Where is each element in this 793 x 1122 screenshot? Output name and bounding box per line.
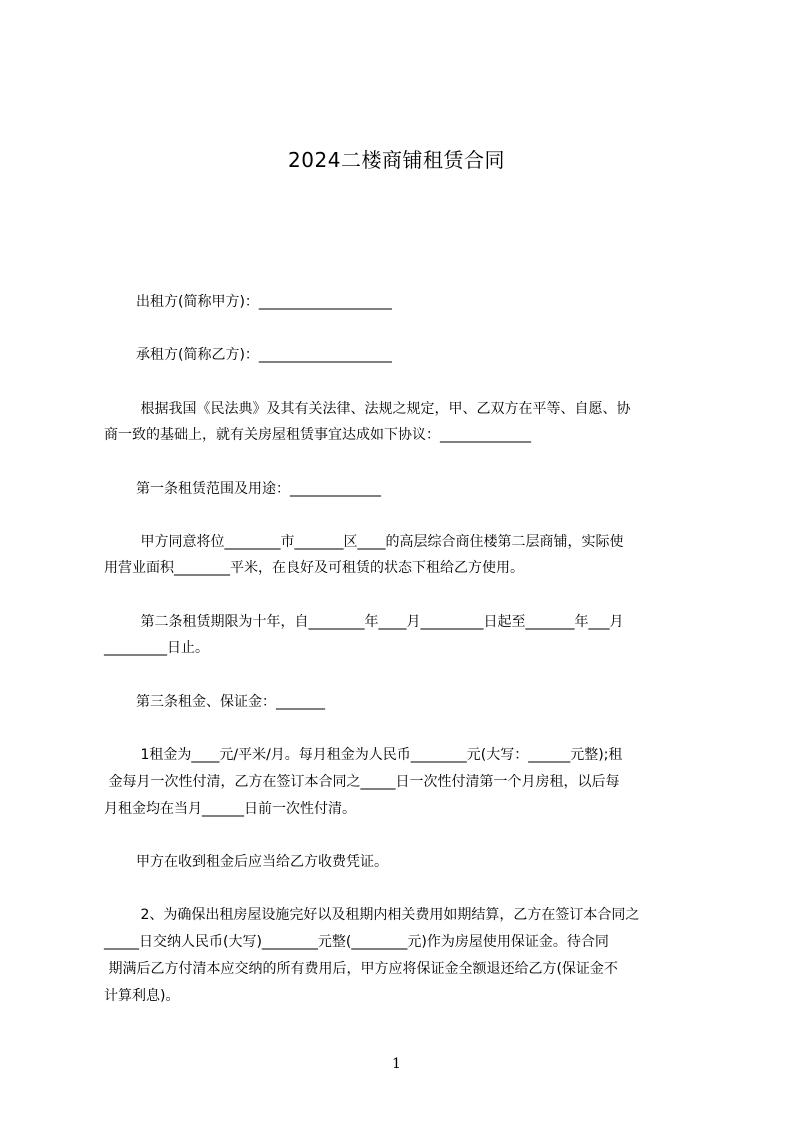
receipt-line: 甲方在收到租金后应当给乙方收费凭证。 [136,854,388,870]
deposit-line-3: 期满后乙方付清本应交纳的所有费用后，甲方应将保证金全额退还给乙方(保证金不 [104,961,618,977]
deposit-line-4: 计算利息)。 [104,988,180,1004]
premises-line-2: 用营业面积________平米，在良好及可租赁的状态下租给乙方使用。 [104,560,524,576]
article-1-heading: 第一条租赁范围及用途：_____________ [136,481,381,497]
document-title: 2024二楼商铺租赁合同 [288,148,505,172]
rent-line-1: 1租金为____元/平米/月。每月租金为人民币________元(大写：______元整);租 [136,747,623,763]
rent-line-3: 月租金均在当月______日前一次性付清。 [104,801,356,817]
lessee-line: 承租方(简称乙方)：___________________ [136,347,392,363]
deposit-line-2: _____日交纳人民币(大写)________元整(________元)作为房屋使用保证金。待合同 [104,934,609,950]
lessor-line: 出租方(简称甲方)：___________________ [136,294,392,310]
premises-line-1: 甲方同意将位________市_______区____的高层综合商住楼第二层商铺，实际使 [136,534,624,550]
preamble-line-2: 商一致的基础上，就有关房屋租赁事宜达成如下协议：_____________ [104,427,531,443]
page-number: 1 [392,1056,401,1072]
article-3-heading: 第三条租金、保证金：_______ [136,694,325,710]
term-line-2: _________日止。 [104,640,209,656]
preamble-line-1: 根据我国《民法典》及其有关法律、法规之规定，甲、乙双方在平等、自愿、协 [136,401,631,417]
term-line-1: 第二条租赁期限为十年，自________年____月_________日起至_______年___月 [136,614,624,630]
deposit-line-1: 2、为确保出租房屋设施完好以及租期内相关费用如期结算，乙方在签订本合同之 [136,907,640,923]
rent-line-2: 金每月一次性付清，乙方在签订本合同之_____日一次性付清第一个月房租，以后每 [104,774,620,790]
